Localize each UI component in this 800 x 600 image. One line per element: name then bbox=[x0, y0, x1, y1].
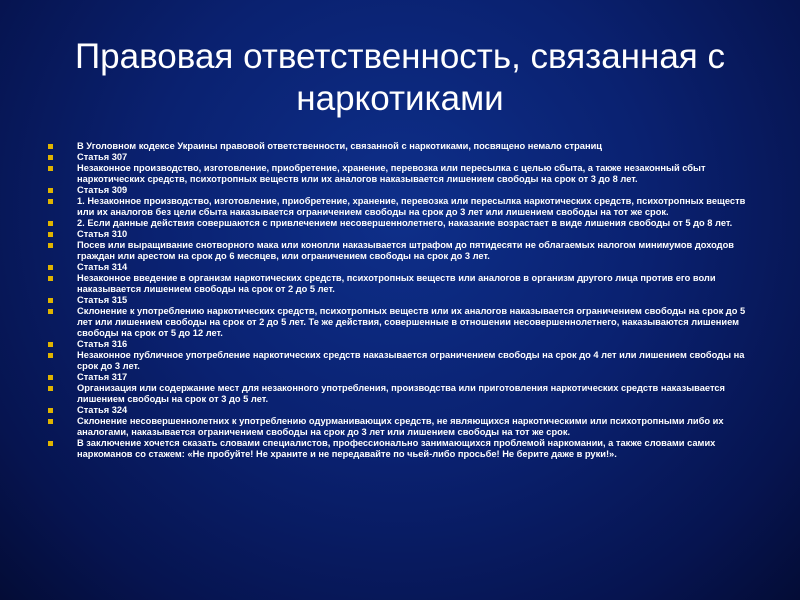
list-item-text: Статья 317 bbox=[77, 372, 128, 382]
list-item bbox=[48, 273, 760, 295]
list-item-text: Статья 324 bbox=[77, 405, 128, 415]
square-bullet-icon bbox=[48, 221, 53, 226]
square-bullet-icon bbox=[48, 419, 53, 424]
list-item-text: В Уголовном кодексе Украины правовой ответственности, связанной с наркотиками, посвящено немало страниц bbox=[77, 141, 603, 151]
list-item bbox=[48, 141, 760, 152]
list-item bbox=[48, 383, 760, 405]
list-item-text: Склонение к употреблению наркотических средств, психотропных веществ или их аналогов наказывается ограничением свободы на срок до 5 лет или лишением свободы на срок от 2 до 5 лет. Те же действия, совершенные в отношении несовершеннолетнего, наказываются лишением свободы на срок от 5 до 12 лет. bbox=[77, 306, 746, 338]
list-item-text: Незаконное производство, изготовление, приобретение, хранение, перевозка или пересылка с целью сбыта, а также незаконный сбыт наркотических средств, психотропных веществ или их аналогов наказывается лишением свободы на срок от 3 до 8 лет. bbox=[77, 163, 706, 184]
square-bullet-icon bbox=[48, 353, 53, 358]
square-bullet-icon bbox=[48, 298, 53, 303]
list-item bbox=[48, 218, 760, 229]
square-bullet-icon bbox=[48, 188, 53, 193]
list-item bbox=[48, 372, 760, 383]
list-item-text: Склонение несовершеннолетних к употреблению одурманивающих средств, не являющихся наркотическими или психотропными либо их аналогами, наказывается ограничением свободы на срок до 3 лет или лишением свободы на тот же срок. bbox=[77, 416, 724, 437]
list-item bbox=[48, 339, 760, 350]
list-item-text: 1. Незаконное производство, изготовление, приобретение, хранение, перевозка или пересылка наркотических средств, психотропных веществ или их аналогов без цели сбыта наказывается ограничением свободы на срок до 3 лет или лишением свободы на тот же срок. bbox=[77, 196, 746, 217]
list-item bbox=[48, 196, 760, 218]
square-bullet-icon bbox=[48, 408, 53, 413]
list-item bbox=[48, 152, 760, 163]
list-item bbox=[48, 240, 760, 262]
list-item bbox=[48, 163, 760, 185]
list-item bbox=[48, 416, 760, 438]
square-bullet-icon bbox=[48, 309, 53, 314]
slide-content-list bbox=[48, 141, 760, 460]
list-item bbox=[48, 438, 760, 460]
square-bullet-icon bbox=[48, 342, 53, 347]
square-bullet-icon bbox=[48, 144, 53, 149]
square-bullet-icon bbox=[48, 441, 53, 446]
list-item-text: Статья 307 bbox=[77, 152, 128, 162]
list-item-text: Статья 315 bbox=[77, 295, 128, 305]
square-bullet-icon bbox=[48, 386, 53, 391]
slide-title: Правовая ответственность, связанная с наркотиками bbox=[75, 37, 725, 118]
list-item-text: 2. Если данные действия совершаются с привлечением несовершеннолетнего, наказание возрастает в виде лишения свободы от 5 до 8 лет. bbox=[77, 218, 733, 228]
list-item-text: Статья 316 bbox=[77, 339, 128, 349]
list-item bbox=[48, 350, 760, 372]
list-item-text: Незаконное публичное употребление наркотических средств наказывается ограничением свободы на срок до 4 лет или лишением свободы на срок до 3 лет. bbox=[77, 350, 745, 371]
square-bullet-icon bbox=[48, 232, 53, 237]
square-bullet-icon bbox=[48, 199, 53, 204]
list-item-text: Незаконное введение в организм наркотических средств, психотропных веществ или аналогов в организм другого лица против его воли наказывается лишением свободы на срок от 2 до 5 лет. bbox=[77, 273, 716, 294]
list-item bbox=[48, 295, 760, 306]
list-item-text: Статья 314 bbox=[77, 262, 128, 272]
square-bullet-icon bbox=[48, 155, 53, 160]
square-bullet-icon bbox=[48, 276, 53, 281]
list-item-text: В заключение хочется сказать словами специалистов, профессионально занимающихся проблемой наркомании, а также словами самих наркоманов со стажем: «Не пробуйте! Не храните и не передавайте по чьей-либо просьбе! Не берите даже в руки!». bbox=[77, 438, 716, 459]
list-item-text: Статья 310 bbox=[77, 229, 128, 239]
list-item-text: Статья 309 bbox=[77, 185, 128, 195]
list-item-text: Организация или содержание мест для незаконного употребления, производства или приготовления наркотических средств наказывается лишением свободы на срок от 3 до 5 лет. bbox=[77, 383, 725, 404]
list-item bbox=[48, 229, 760, 240]
square-bullet-icon bbox=[48, 166, 53, 171]
list-item bbox=[48, 306, 760, 339]
square-bullet-icon bbox=[48, 375, 53, 380]
list-item bbox=[48, 405, 760, 416]
square-bullet-icon bbox=[48, 265, 53, 270]
list-item-text: Посев или выращивание снотворного мака или конопли наказывается штрафом до пятидесяти не облагаемых налогом минимумов доходов граждан или арестом на срок до 6 месяцев, или ограничением свободы на срок до 3 лет. bbox=[77, 240, 734, 261]
list-item bbox=[48, 262, 760, 273]
list-item bbox=[48, 185, 760, 196]
square-bullet-icon bbox=[48, 243, 53, 248]
